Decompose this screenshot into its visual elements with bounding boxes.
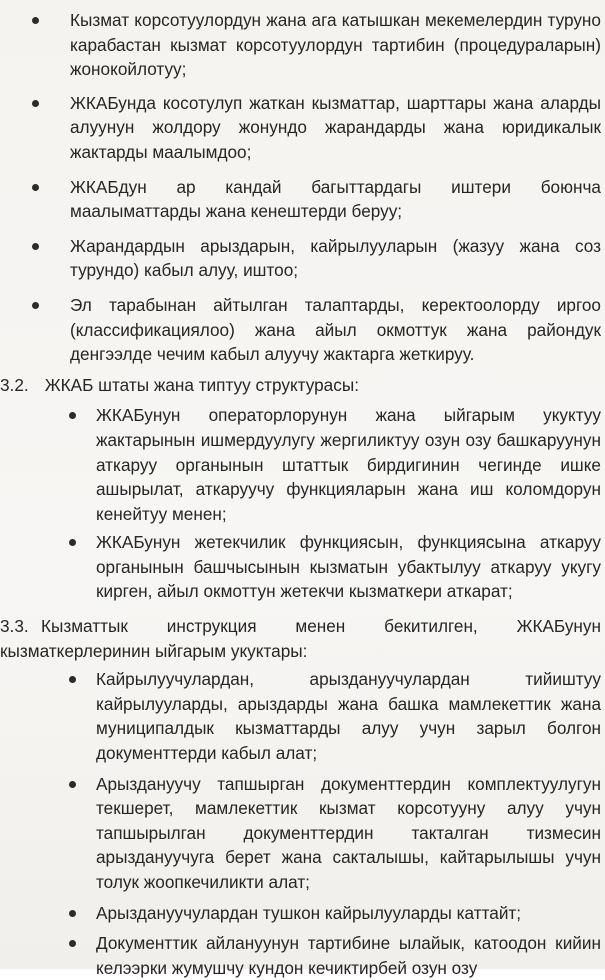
intro-bullet-list xyxy=(0,8,605,367)
list-item xyxy=(96,667,601,765)
bullet-icon xyxy=(69,910,76,917)
list-item xyxy=(96,772,601,895)
list-item xyxy=(96,530,601,604)
section-title: ЖКАБ штаты жана типтуу структурасы: xyxy=(44,374,359,395)
bullet-icon xyxy=(69,781,76,788)
bullet-icon xyxy=(32,100,39,107)
list-item xyxy=(70,293,601,367)
bullet-icon xyxy=(32,184,39,191)
list-item xyxy=(70,91,601,165)
bullet-icon xyxy=(32,302,39,309)
list-item xyxy=(96,403,601,526)
section-title: Кызматтык инструкция менен бекитилген, ЖКАБунун кызматкерлеринин ыйгарым укуктары: xyxy=(0,616,601,661)
bullet-icon xyxy=(69,539,76,546)
section-3-2-list xyxy=(0,403,605,604)
bullet-icon xyxy=(32,243,39,250)
list-item-text: Арыздануучулардан тушкон кайрылууларды каттайт; xyxy=(96,902,522,923)
bullet-icon xyxy=(32,17,39,24)
bullet-icon xyxy=(69,676,76,683)
section-number: 3.2. xyxy=(0,374,29,395)
section-3-3-heading xyxy=(0,614,601,663)
list-item xyxy=(96,931,601,980)
list-item-text: Документтик айлануунун тартибине ылайык, катоодон кийин келээрки жумушчу кундон кечиктирбей озун озу xyxy=(96,933,601,978)
list-item xyxy=(70,175,601,224)
list-item-text: Эл тарабынан айтылган талаптарды, керектоолорду иргоо (классификациялоо) жана айыл окмоттук жана райондук денгээлде чечим кабыл алуучу жактарга жеткируу. xyxy=(70,294,601,365)
list-item xyxy=(96,901,601,926)
list-item-text: Кызмат корсотуулордун жана ага катышкан мекемелердин туруно карабастан кызмат корсотуулордун тартибин (процедураларын) жонокойлотуу; xyxy=(70,10,601,80)
section-3-3-list xyxy=(0,667,605,980)
list-item-text: ЖКАБунун операторлорунун жана ыйгарым укуктуу жактарынын ишмердуулугу жергиликтуу озун озу башкаруунун аткаруу органынын штаттык бирдигинин чегинде ишке ашырылат, аткаруучу функцияларын жана иш коломдорун кенейтуу менен; xyxy=(96,405,601,524)
bullet-icon xyxy=(69,940,76,947)
section-3-2-heading xyxy=(0,373,601,398)
list-item xyxy=(70,234,601,283)
section-number: 3.3. xyxy=(0,616,29,637)
list-item-text: Кайрылуучулардан, арыздануучулардан тийиштуу кайрылууларды, арыздарды жана башка мамлекеттик жана муниципалдык кызматтарды алуу учун зарыл болгон документтерди кабыл алат; xyxy=(96,669,601,764)
list-item-text: ЖКАБдун ар кандай багыттардагы иштери боюнча маалыматтарды жана кенештерди беруу; xyxy=(70,176,601,222)
list-item-text: Арыздануучу тапшырган документтердин комплектуулугун текшерет, мамлекеттик кызмат корсотууну алуу учун тапшырылган документтердин такталган тизмесин арыздануучуга берет жана сакталышы, кайтарылышы учун толук жоопкечиликти алат; xyxy=(96,773,601,892)
list-item-text: ЖКАБунун жетекчилик функциясын, функциясына аткаруу органынын башчысынын кызматын убактылуу аткаруу укугу кирген, айыл окмоттун жетекчи кызматкери аткарат; xyxy=(96,532,601,602)
bullet-icon xyxy=(69,412,76,419)
list-item-text: Жарандардын арыздарын, кайрылууларын (жазуу жана соз турундо) кабыл алуу, иштоо; xyxy=(70,235,601,281)
list-item xyxy=(70,8,601,82)
list-item-text: ЖКАБунда косотулуп жаткан кызматтар, шарттары жана аларды алуунун жолдору жонундо жарандарды жана юридикалык жактарды маалымдоо; xyxy=(70,92,601,162)
